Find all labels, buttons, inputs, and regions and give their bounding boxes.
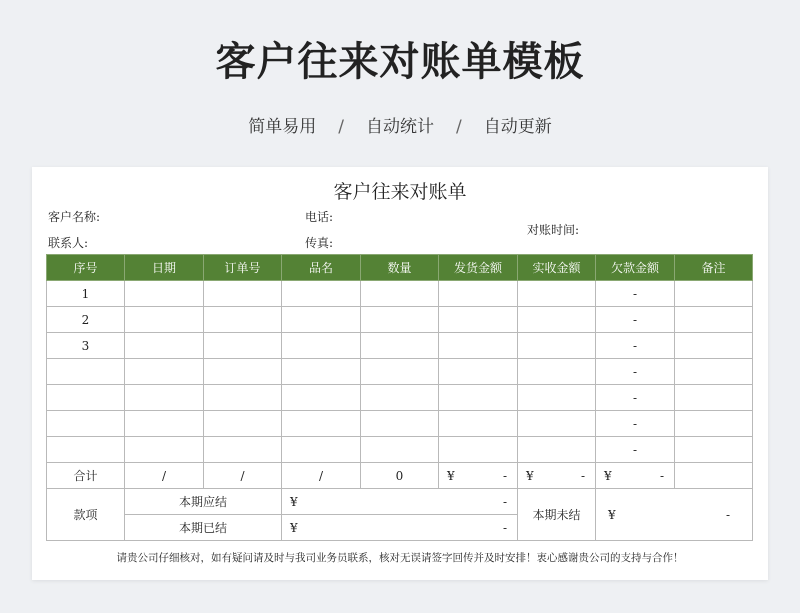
currency-symbol: ¥ [526,468,534,483]
cell-debt-amount: - [596,437,675,463]
cell-quantity[interactable] [361,281,439,307]
cell-remarks[interactable] [675,307,753,333]
cell-received-amount[interactable] [518,437,596,463]
cell-shipped-amount[interactable] [439,437,518,463]
cell-index: 3 [47,333,125,359]
total-row [47,463,753,489]
table-row [47,411,753,437]
cell-product[interactable] [282,359,361,385]
header-order-no: 订单号 [204,255,282,281]
cell-received-amount[interactable] [518,281,596,307]
feature-tagline [0,112,800,137]
summary-unsettled-amount [596,489,753,541]
cell-date[interactable] [125,437,204,463]
currency-symbol: ¥ [608,507,616,522]
cell-shipped-amount[interactable] [439,359,518,385]
total-remarks [675,463,753,489]
cell-order-no[interactable] [204,437,282,463]
feature-auto-stats: 自动统计 [366,117,434,137]
cell-product[interactable] [282,411,361,437]
summary-label: 款项 [47,489,125,541]
header-quantity: 数量 [361,255,439,281]
phone-label: 电话: [305,210,334,224]
footer-note: 请贵公司仔细核对，如有疑问请及时与我司业务员联系，核对无误请签字回传并及时安排！衷心感谢贵公司的支持与合作！ [116,552,684,564]
cell-received-amount[interactable] [518,307,596,333]
customer-name-label: 客户名称: [48,210,101,224]
table-row [47,359,753,385]
cell-product[interactable] [282,437,361,463]
currency-symbol: ¥ [447,468,455,483]
total-product: / [282,463,361,489]
cell-quantity[interactable] [361,411,439,437]
cell-debt-amount: - [596,385,675,411]
cell-debt-amount: - [596,359,675,385]
cell-received-amount[interactable] [518,385,596,411]
cell-remarks[interactable] [675,437,753,463]
table-row [47,385,753,411]
cell-remarks[interactable] [675,411,753,437]
total-received-value: - [580,468,585,483]
cell-debt-amount: - [596,333,675,359]
currency-symbol: ¥ [290,494,298,509]
cell-remarks[interactable] [675,385,753,411]
feature-easy: 简单易用 [248,117,317,137]
cell-remarks[interactable] [675,281,753,307]
cell-received-amount[interactable] [518,359,596,385]
cell-index [47,437,125,463]
summary-due-value: - [502,494,507,509]
cell-product[interactable] [282,307,361,333]
cell-debt-amount: - [596,411,675,437]
cell-date[interactable] [125,281,204,307]
summary-settled-label: 本期已结 [125,515,282,541]
table-row [47,333,753,359]
summary-unsettled-label: 本期未结 [518,489,596,541]
cell-order-no[interactable] [204,307,282,333]
header-date: 日期 [125,255,204,281]
cell-shipped-amount[interactable] [439,307,518,333]
cell-debt-amount: - [596,281,675,307]
total-debt-amount [596,463,675,489]
cell-product[interactable] [282,281,361,307]
fax-label: 传真: [305,236,334,250]
total-label: 合计 [47,463,125,489]
contact-label: 联系人: [48,236,89,250]
page-title: 客户往来对账单模板 [215,39,585,85]
cell-index: 2 [47,307,125,333]
statement-sheet [32,167,768,580]
cell-index [47,385,125,411]
cell-shipped-amount[interactable] [439,333,518,359]
header-index: 序号 [47,255,125,281]
total-shipped-value: - [502,468,507,483]
cell-shipped-amount[interactable] [439,281,518,307]
cell-quantity[interactable] [361,359,439,385]
cell-date[interactable] [125,411,204,437]
cell-remarks[interactable] [675,359,753,385]
summary-settled-value: - [502,520,507,535]
total-debt-value: - [659,468,664,483]
header-debt-amount: 欠款金额 [596,255,675,281]
cell-date[interactable] [125,307,204,333]
cell-order-no[interactable] [204,359,282,385]
cell-product[interactable] [282,385,361,411]
table-row [47,281,753,307]
total-quantity: 0 [361,463,439,489]
cell-product[interactable] [282,333,361,359]
cell-received-amount[interactable] [518,333,596,359]
total-received-amount [518,463,596,489]
cell-order-no[interactable] [204,385,282,411]
cell-received-amount[interactable] [518,411,596,437]
currency-symbol: ¥ [290,520,298,535]
cell-debt-amount: - [596,307,675,333]
separator: / [338,117,344,137]
cell-quantity[interactable] [361,333,439,359]
summary-due-label: 本期应结 [125,489,282,515]
statement-title: 客户往来对账单 [333,181,467,203]
cell-order-no[interactable] [204,411,282,437]
cell-remarks[interactable] [675,333,753,359]
table-header-row [47,255,753,281]
summary-row-due [47,489,753,515]
header-shipped-amount: 发货金额 [439,255,518,281]
cell-index: 1 [47,281,125,307]
cell-order-no[interactable] [204,281,282,307]
header-received-amount: 实收金额 [518,255,596,281]
total-order-no: / [204,463,282,489]
separator: / [456,117,462,137]
cell-quantity[interactable] [361,437,439,463]
cell-date[interactable] [125,385,204,411]
cell-date[interactable] [125,333,204,359]
total-shipped-amount [439,463,518,489]
cell-shipped-amount[interactable] [439,385,518,411]
cell-shipped-amount[interactable] [439,411,518,437]
header-product: 品名 [282,255,361,281]
cell-quantity[interactable] [361,385,439,411]
summary-due-amount [282,489,518,515]
summary-settled-amount [282,515,518,541]
cell-index [47,411,125,437]
cell-order-no[interactable] [204,333,282,359]
currency-symbol: ¥ [604,468,612,483]
table-row [47,437,753,463]
cell-index [47,359,125,385]
table-row [47,307,753,333]
summary-unsettled-value: - [725,507,730,522]
period-label: 对账时间: [527,223,580,237]
cell-date[interactable] [125,359,204,385]
header-remarks: 备注 [675,255,753,281]
feature-auto-update: 自动更新 [483,117,552,137]
cell-quantity[interactable] [361,307,439,333]
statement-table [46,254,753,541]
total-date: / [125,463,204,489]
